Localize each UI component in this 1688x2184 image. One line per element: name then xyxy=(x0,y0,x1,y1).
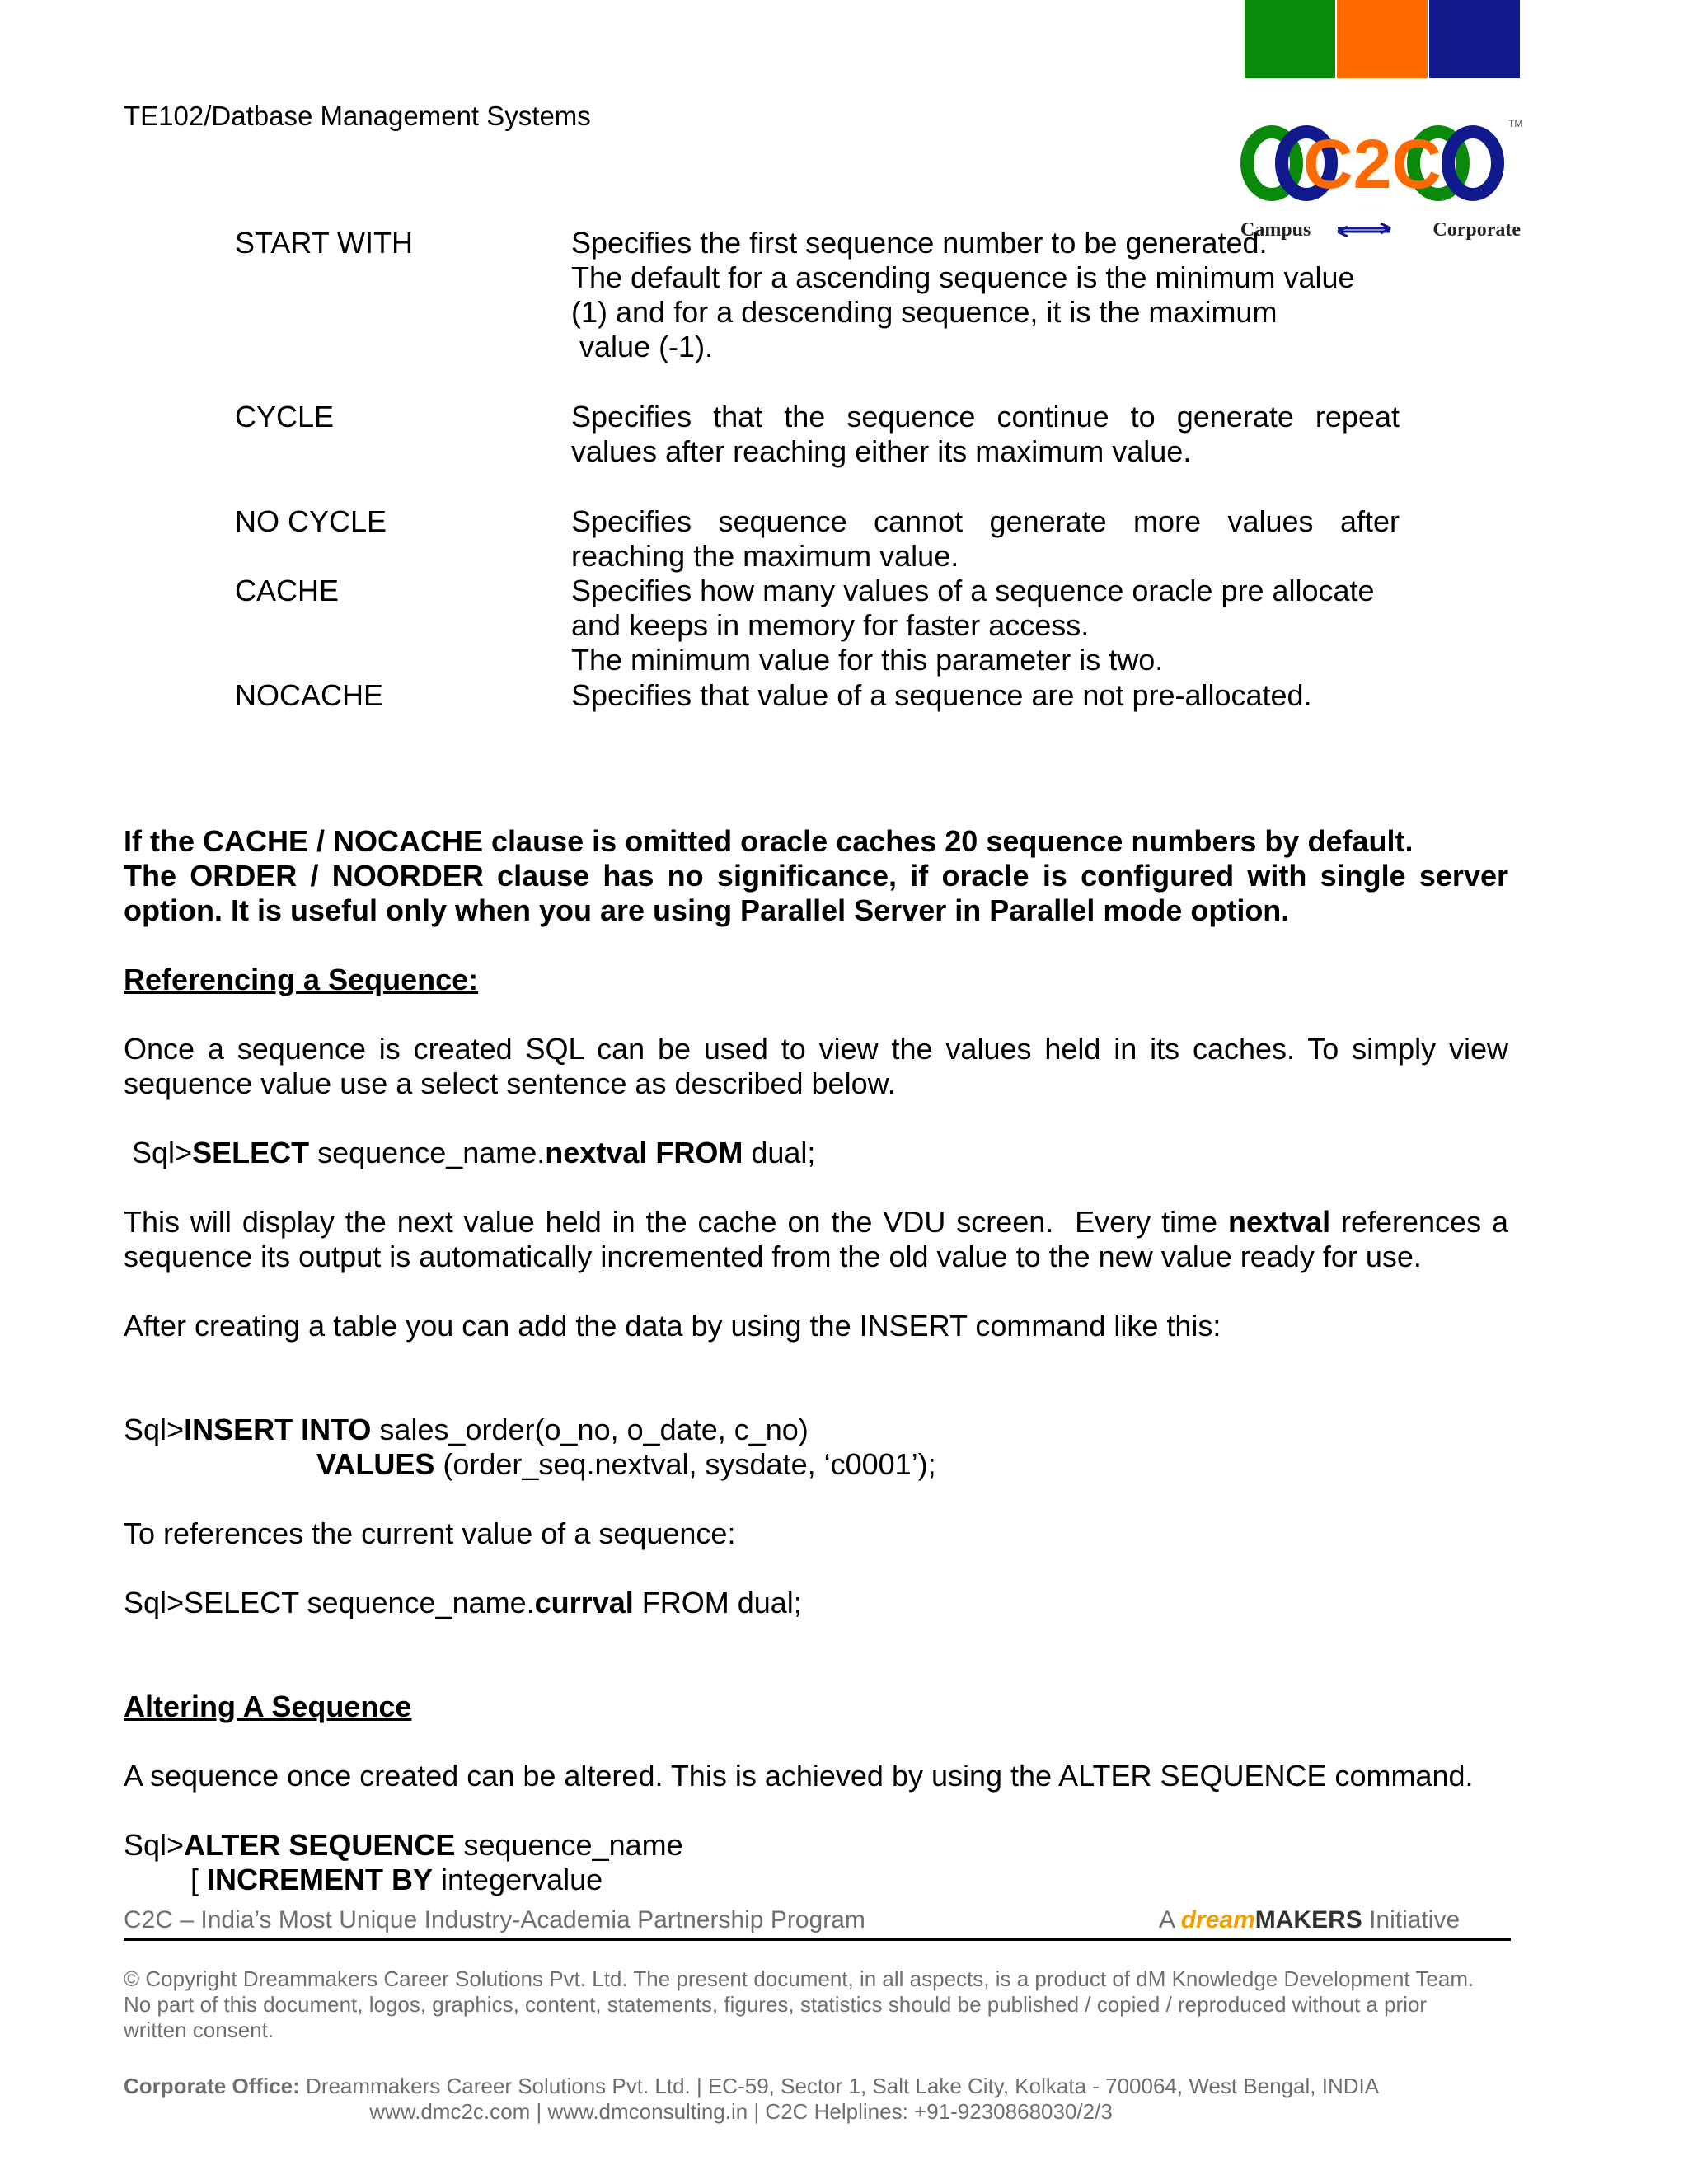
dream-wordmark: dream xyxy=(1180,1906,1255,1933)
footer-initiative-text: Initiative xyxy=(1362,1906,1461,1933)
param-desc xyxy=(571,226,1400,364)
sql-select-nextval xyxy=(124,1136,1508,1170)
cache-default-note: If the CACHE / NOCACHE clause is omitted oracle caches 20 sequence numbers by default. xyxy=(124,824,1414,858)
section-heading-referencing: Referencing a Sequence: xyxy=(124,963,479,996)
param-desc-line: value (-1). xyxy=(571,330,714,363)
param-name: CYCLE xyxy=(235,400,335,434)
brand-square-navy xyxy=(1429,0,1520,78)
param-desc-line: values after reaching either its maximum value. xyxy=(571,434,1192,468)
param-desc-line: Specifies that value of a sequence are not pre-allocated. xyxy=(571,678,1312,712)
brand-square-orange xyxy=(1337,0,1428,78)
footer-divider xyxy=(124,1938,1511,1941)
section-heading-altering: Altering A Sequence xyxy=(124,1690,412,1723)
param-desc-line: Specifies that the sequence continue to generate repeat xyxy=(571,400,1400,434)
sql-text: FROM dual; xyxy=(633,1586,802,1619)
footer-websites: www.dmc2c.com | www.dmconsulting.in | C2C Helplines: +91-9230868030/2/3 xyxy=(369,2099,1113,2124)
sql-keyword: INSERT INTO xyxy=(184,1413,372,1446)
sql-text: (order_seq.nextval, sysdate, ‘c0001’); xyxy=(434,1447,936,1481)
param-desc-line: Specifies how many values of a sequence oracle pre allocate xyxy=(571,574,1375,607)
sql-keyword: VALUES xyxy=(316,1447,435,1481)
sql-text: Sql>SELECT sequence_name. xyxy=(124,1586,535,1619)
referencing-intro: Once a sequence is created SQL can be used to view the values held in its caches. To simply view sequence value use a select sentence as described below. xyxy=(124,1032,1508,1100)
sql-keyword: currval xyxy=(534,1586,634,1619)
param-name: START WITH xyxy=(235,226,413,260)
param-desc xyxy=(571,574,1400,677)
sql-prompt: Sql> xyxy=(124,1413,185,1446)
sql-text: [ xyxy=(190,1863,208,1896)
currval-intro: To references the current value of a sequence: xyxy=(124,1516,736,1550)
sql-alter-line xyxy=(124,1828,1508,1863)
logo-campus-text: Campus xyxy=(1240,219,1311,241)
param-desc-line: and keeps in memory for faster access. xyxy=(571,608,1090,642)
param-name: NO CYCLE xyxy=(235,504,387,538)
copyright-notice: © Copyright Dreammakers Career Solutions Pvt. Ltd. The present document, in all aspects, is a product of dM Knowledge Development Team. No part of this document, logos, graphics, content, statements, figures, statistics should be published / copied / reproduced without a prior written consent. xyxy=(124,1966,1475,2042)
footer-initiative xyxy=(1159,1905,1460,1935)
sql-select-currval xyxy=(124,1586,1508,1620)
footer-initiative-text: A xyxy=(1159,1906,1181,1933)
sql-text: sales_order(o_no, o_date, c_no) xyxy=(371,1413,809,1446)
param-desc xyxy=(571,678,1400,713)
logo-wordmark: C2C xyxy=(1302,125,1442,203)
office-label: Corporate Office: xyxy=(124,2074,300,2098)
sql-keyword: INCREMENT BY xyxy=(207,1863,434,1896)
sql-insert-line xyxy=(124,1413,1508,1447)
sql-keyword: SELECT xyxy=(192,1136,310,1169)
nextval-explanation xyxy=(124,1205,1508,1274)
course-header: TE102/Datbase Management Systems xyxy=(124,101,591,131)
sql-text: sequence_name xyxy=(455,1828,683,1862)
sql-prompt: Sql> xyxy=(124,1136,193,1169)
brand-square-green xyxy=(1245,0,1335,78)
param-desc xyxy=(571,400,1400,469)
sql-text: integervalue xyxy=(433,1863,603,1896)
sql-text: dual; xyxy=(743,1136,816,1169)
param-desc-line: The minimum value for this parameter is two. xyxy=(571,643,1164,677)
sql-keyword: nextval xyxy=(545,1136,648,1169)
param-desc-line: The default for a ascending sequence is the minimum value xyxy=(571,260,1355,294)
altering-intro: A sequence once created can be altered. This is achieved by using the ALTER SEQUENCE command. xyxy=(124,1759,1474,1793)
sql-values-line xyxy=(316,1447,936,1482)
inline-keyword: nextval xyxy=(1228,1205,1331,1239)
sql-text: sequence_name. xyxy=(309,1136,546,1169)
sql-keyword: ALTER SEQUENCE xyxy=(184,1828,456,1862)
sql-prompt: Sql> xyxy=(124,1828,185,1862)
insert-intro: After creating a table you can add the data by using the INSERT command like this: xyxy=(124,1309,1221,1343)
param-desc-line: Specifies sequence cannot generate more values after xyxy=(571,504,1400,538)
param-desc-line: Specifies the first sequence number to be generated. xyxy=(571,226,1268,260)
paragraph-text: references a sequence its output is automatically incremented from the old value to the new value ready for use. xyxy=(124,1205,1508,1273)
order-clause-note: The ORDER / NOORDER clause has no significance, if oracle is configured with single server option. It is useful only when you are using Parallel Server in Parallel mode option. xyxy=(124,859,1508,927)
param-desc-line: (1) and for a descending sequence, it is the maximum xyxy=(571,295,1278,329)
param-desc xyxy=(571,504,1400,574)
logo-trademark: TM xyxy=(1508,118,1523,129)
param-name: CACHE xyxy=(235,574,340,607)
office-address: Dreammakers Career Solutions Pvt. Ltd. | EC-59, Sector 1, Salt Lake City, Kolkata - 700064, West Bengal, INDIA xyxy=(299,2074,1380,2098)
makers-wordmark: MAKERS xyxy=(1254,1906,1362,1933)
param-name: NOCACHE xyxy=(235,678,384,712)
corporate-office xyxy=(124,2074,1379,2099)
sql-increment-line xyxy=(190,1863,603,1897)
logo-corporate-text: Corporate xyxy=(1432,219,1521,241)
sql-keyword: FROM xyxy=(647,1136,743,1169)
paragraph-text: This will display the next value held in the cache on the VDU screen. Every time xyxy=(124,1205,1228,1239)
param-desc-line: reaching the maximum value. xyxy=(571,539,959,573)
footer-program: C2C – India’s Most Unique Industry-Academia Partnership Program xyxy=(124,1906,865,1933)
